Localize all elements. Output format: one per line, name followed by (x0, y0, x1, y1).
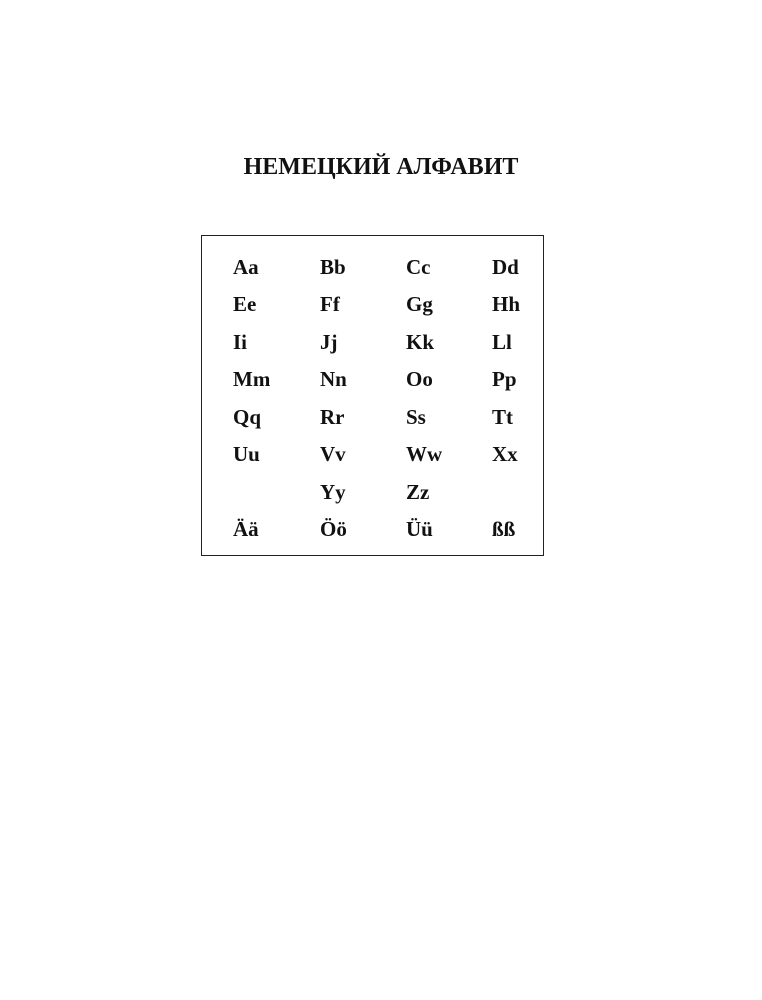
letter-cell: Dd (492, 255, 519, 279)
alphabet-row (202, 402, 543, 432)
letter-cell: Ww (406, 442, 443, 466)
alphabet-row (202, 289, 543, 319)
letter-cell: Oo (406, 367, 433, 391)
letter-cell: Ss (406, 405, 426, 429)
alphabet-row (202, 439, 543, 469)
page-title: НЕМЕЦКИЙ АЛФАВИТ (243, 154, 519, 180)
letter-cell: Hh (492, 292, 521, 316)
alphabet-row (202, 364, 543, 394)
letter-cell: Rr (320, 405, 345, 429)
letter-cell: Gg (406, 292, 433, 316)
letter-cell: Mm (233, 367, 271, 391)
letter-cell: Xx (492, 442, 518, 466)
letter-cell: Pp (492, 367, 517, 391)
letter-cell: Üü (406, 517, 433, 541)
letter-cell: Cc (406, 255, 431, 279)
alphabet-table (201, 235, 544, 556)
letter-cell: Ää (233, 517, 259, 541)
letter-cell: Zz (406, 480, 430, 504)
letter-cell: Ee (233, 292, 257, 316)
letter-cell: ßß (492, 517, 516, 541)
letter-cell: Ff (320, 292, 340, 316)
letter-cell: Tt (492, 405, 513, 429)
letter-cell: Ll (492, 330, 512, 354)
letter-cell: Kk (406, 330, 435, 354)
letter-cell: Ii (233, 330, 248, 354)
alphabet-row (202, 327, 543, 357)
letter-cell: Jj (320, 330, 338, 354)
letter-cell: Nn (320, 367, 347, 391)
letter-cell: Yy (320, 480, 346, 504)
alphabet-row (202, 252, 543, 282)
alphabet-row (202, 477, 543, 507)
alphabet-row (202, 514, 543, 544)
letter-cell: Uu (233, 442, 260, 466)
letter-cell: Öö (320, 517, 347, 541)
letter-cell: Aa (233, 255, 259, 279)
letter-cell: Qq (233, 405, 262, 429)
letter-cell: Bb (320, 255, 346, 279)
letter-cell: Vv (320, 442, 346, 466)
